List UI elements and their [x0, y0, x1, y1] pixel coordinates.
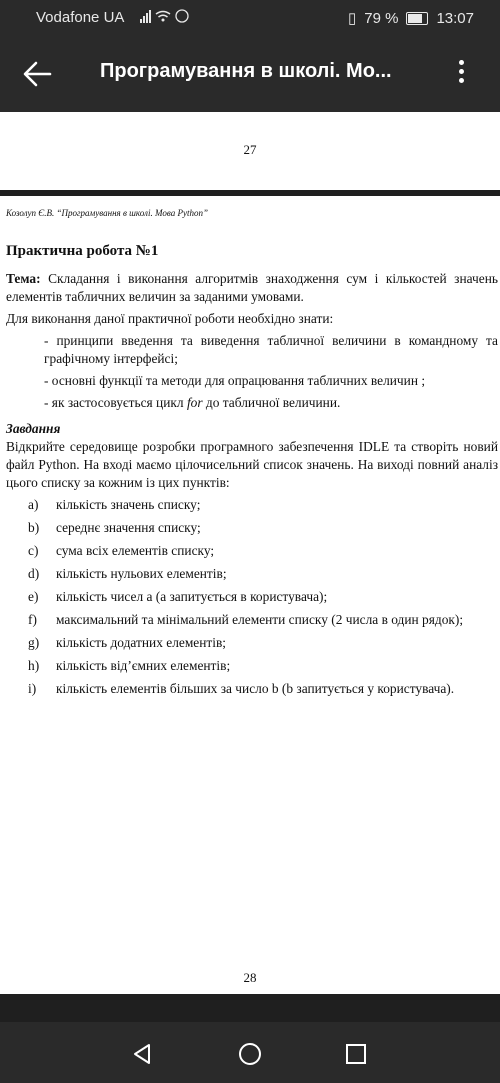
list-item: b) середнє значення списку; [28, 520, 201, 535]
list-item: a) кількість значень списку; [28, 497, 201, 512]
running-header: Козолуп Є.В. “Програмування в школі. Мова Python” [6, 208, 208, 218]
more-vert-icon [459, 60, 464, 65]
status-bar [0, 0, 500, 36]
overflow-menu-button[interactable] [446, 56, 476, 92]
back-button[interactable] [20, 58, 56, 90]
status-right [348, 9, 474, 27]
topic-label: Тема: [6, 271, 41, 286]
system-nav-bar [0, 1022, 500, 1083]
app-bar [0, 36, 500, 112]
signal-wifi-icons [140, 9, 194, 26]
battery-percent: 79 % [364, 9, 399, 27]
list-item: h) кількість від’ємних елементів; [28, 658, 231, 673]
list-item: i) кількість елементів більших за число b (b запитується у користувача). [28, 681, 455, 696]
list-item: e) кількість чисел a (a запитується в користувача); [28, 589, 328, 604]
clock: 13:07 [436, 9, 474, 27]
nav-recents-button[interactable] [344, 1042, 368, 1066]
signal-icon [140, 9, 194, 23]
page-content [6, 242, 498, 703]
list-item: c) сума всіх елементів списку; [28, 543, 215, 558]
circle-home-icon [238, 1042, 262, 1066]
list-item: d) кількість нульових елементів; [28, 566, 227, 581]
vibrate-icon: ▯ [347, 10, 357, 27]
triangle-back-icon [130, 1042, 154, 1066]
task-heading: Завдання [6, 421, 61, 436]
task-list [6, 496, 498, 698]
document-page-27 [0, 112, 500, 190]
requirements-list [44, 332, 498, 412]
page-title: Практична робота №1 [6, 243, 159, 259]
battery-icon [406, 12, 428, 25]
list-item: - як застосовується цикл for до табличної величини. [44, 395, 341, 410]
list-item: - основні функції та методи для опрацювання табличних величин ; [44, 373, 426, 388]
nav-home-button[interactable] [238, 1042, 262, 1066]
topic-paragraph [6, 270, 498, 306]
page-number: 27 [243, 142, 257, 157]
square-recents-icon [344, 1042, 368, 1066]
task-paragraph: Відкрийте середовище розробки програмного забезпечення IDLE та створіть новий файл Python. На вході маємо цілочисельний список значень. На виході повний аналіз цього списку за кожним із цих пунктів: [6, 439, 498, 490]
topic-text: Складання і виконання алгоритмів знаходження сум і кількостей значень елементів табличних величин за заданими умовами. [6, 271, 498, 304]
intro-paragraph: Для виконання даної практичної роботи необхідно знати: [6, 311, 334, 326]
page-number: 28 [243, 970, 257, 985]
list-item: f) максимальний та мінімальний елементи списку (2 числа в один рядок); [28, 612, 464, 627]
list-item: - принципи введення та виведення табличної величини в командному та графічному інтерфейсі; [44, 333, 498, 366]
document-title: Програмування в школі. Мо... [100, 60, 392, 82]
nav-back-button[interactable] [130, 1042, 154, 1066]
list-item: g) кількість додатних елементів; [28, 635, 227, 650]
carrier-name: Vodafone UA [36, 9, 125, 26]
document-page-28 [0, 196, 500, 994]
arrow-left-icon [20, 58, 56, 90]
